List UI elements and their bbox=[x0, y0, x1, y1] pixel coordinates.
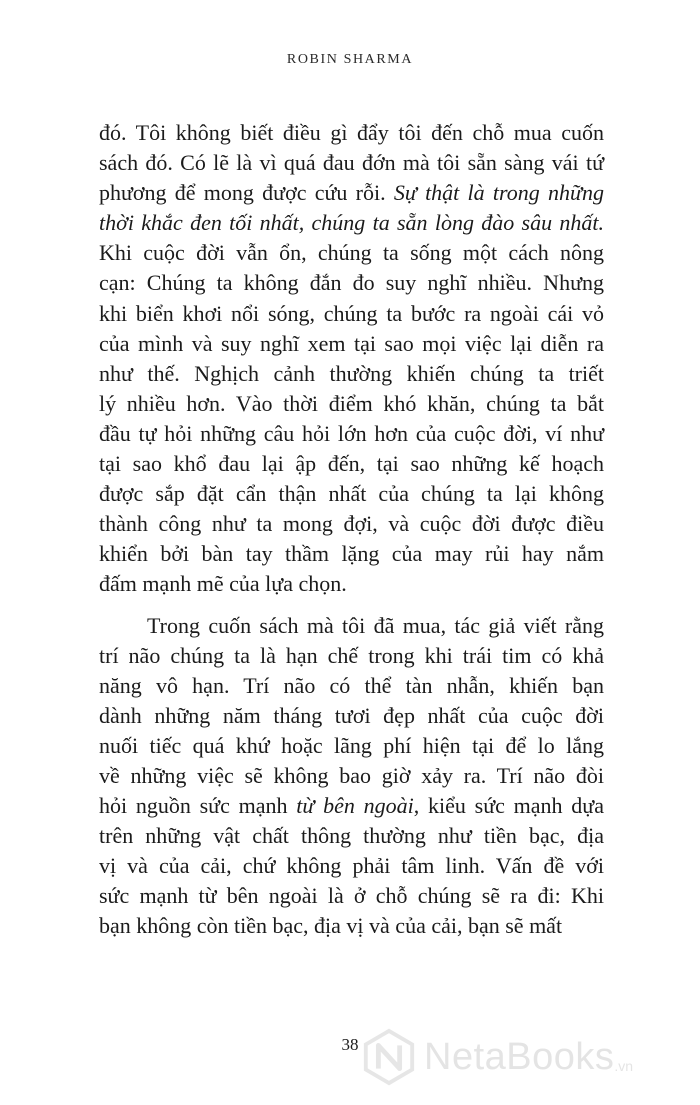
text-line bbox=[99, 148, 604, 178]
text-segment: như thế. Nghịch cảnh thường khiến chúng ta triết bbox=[99, 360, 604, 386]
text-line bbox=[99, 911, 604, 941]
text-segment: , kiểu sức mạnh dựa bbox=[413, 793, 604, 819]
netabooks-watermark bbox=[360, 1026, 633, 1088]
text-segment: Trong cuốn sách mà tôi đã mua, tác giả viết rằng bbox=[147, 612, 604, 638]
text-line bbox=[99, 671, 604, 701]
text-segment: lý nhiều hơn. Vào thời điểm khó khăn, chúng ta bắt bbox=[99, 390, 604, 416]
text-segment: tại sao khổ đau lại ập đến, tại sao những kế hoạch bbox=[99, 451, 604, 477]
text-segment: cạn: Chúng ta không đắn đo suy nghĩ nhiều. Nhưng bbox=[99, 270, 604, 296]
text-line bbox=[99, 238, 604, 268]
text-segment: thành công như ta mong đợi, và cuộc đời được điều bbox=[99, 511, 604, 537]
paragraph-gap bbox=[99, 600, 604, 611]
italic-text: thời khắc đen tối nhất, chúng ta sẵn lòng đào sâu nhất. bbox=[99, 210, 604, 236]
text-line bbox=[99, 761, 604, 791]
text-segment: đó. Tôi không biết điều gì đẩy tôi đến chỗ mua cuốn bbox=[99, 120, 604, 145]
running-header-author: ROBIN SHARMA bbox=[286, 52, 414, 67]
text-segment: sức mạnh từ bên ngoài là ở chỗ chúng sẽ ra đi: Khi bbox=[99, 883, 604, 909]
text-line bbox=[99, 731, 604, 761]
watermark-suffix-text: .vn bbox=[614, 1058, 634, 1074]
netabooks-logo-icon bbox=[360, 1028, 418, 1086]
text-line bbox=[99, 701, 604, 731]
text-segment: Khi cuộc đời vẫn ổn, chúng ta sống một cách nông bbox=[99, 240, 604, 266]
text-segment: của mình và suy nghĩ xem tại sao mọi việc lại diễn ra bbox=[99, 330, 604, 356]
text-line bbox=[99, 611, 604, 641]
italic-text: Sự thật là trong những bbox=[393, 180, 604, 206]
italic-text: từ bên ngoài bbox=[296, 793, 414, 819]
text-line bbox=[99, 329, 604, 359]
text-line bbox=[99, 821, 604, 851]
text-line bbox=[99, 449, 604, 479]
text-line bbox=[99, 509, 604, 539]
text-line bbox=[99, 389, 604, 419]
text-segment: phương để mong được cứu rỗi. bbox=[99, 180, 394, 206]
text-line bbox=[99, 268, 604, 298]
text-line bbox=[99, 881, 604, 911]
text-segment: trí não chúng ta là hạn chế trong khi trái tim có khả bbox=[99, 642, 604, 668]
text-segment: về những việc sẽ không bao giờ xảy ra. Trí não đòi bbox=[99, 762, 604, 788]
text-segment: vị và của cải, chứ không phải tâm linh. Vấn đề với bbox=[99, 853, 604, 879]
text-segment: trên những vật chất thông thường như tiền bạc, địa bbox=[99, 823, 604, 849]
text-line bbox=[99, 851, 604, 881]
text-segment: đầu tự hỏi những câu hỏi lớn hơn của cuộc đời, ví như bbox=[99, 420, 604, 446]
text-line bbox=[99, 299, 604, 329]
text-segment: bạn không còn tiền bạc, địa vị và của cải, bạn sẽ mất bbox=[99, 913, 563, 939]
text-line bbox=[99, 791, 604, 821]
text-line bbox=[99, 419, 604, 449]
paragraph-2 bbox=[99, 611, 604, 942]
text-segment: sách đó. Có lẽ là vì quá đau đớn mà tôi sẵn sàng vái tứ bbox=[99, 150, 604, 176]
text-segment: đấm mạnh mẽ của lựa chọn. bbox=[99, 571, 347, 597]
watermark-brand-text: NetaBooks bbox=[424, 1035, 615, 1078]
text-segment: khi biển khơi nổi sóng, chúng ta bước ra ngoài cái vỏ bbox=[99, 300, 604, 326]
text-segment: nuối tiếc quá khứ hoặc lãng phí hiện tại để lo lắng bbox=[99, 732, 604, 758]
text-segment: dành những năm tháng tươi đẹp nhất của cuộc đời bbox=[99, 702, 604, 728]
text-line bbox=[99, 569, 604, 599]
text-line bbox=[99, 641, 604, 671]
text-line bbox=[99, 359, 604, 389]
text-line bbox=[99, 539, 604, 569]
text-segment: khiển bởi bàn tay thầm lặng của may rủi hay nắm bbox=[99, 541, 604, 567]
text-line bbox=[99, 479, 604, 509]
text-segment: năng vô hạn. Trí não có thể tàn nhẫn, khiến bạn bbox=[99, 672, 604, 698]
text-line bbox=[99, 178, 604, 208]
paragraph-1 bbox=[99, 118, 604, 600]
text-line bbox=[99, 208, 604, 238]
text-line bbox=[99, 118, 604, 148]
page-number: 38 bbox=[341, 1035, 359, 1054]
body-text bbox=[99, 118, 604, 942]
text-segment: hỏi nguồn sức mạnh bbox=[99, 793, 297, 819]
text-segment: được sắp đặt cẩn thận nhất của chúng ta lại không bbox=[99, 481, 604, 507]
